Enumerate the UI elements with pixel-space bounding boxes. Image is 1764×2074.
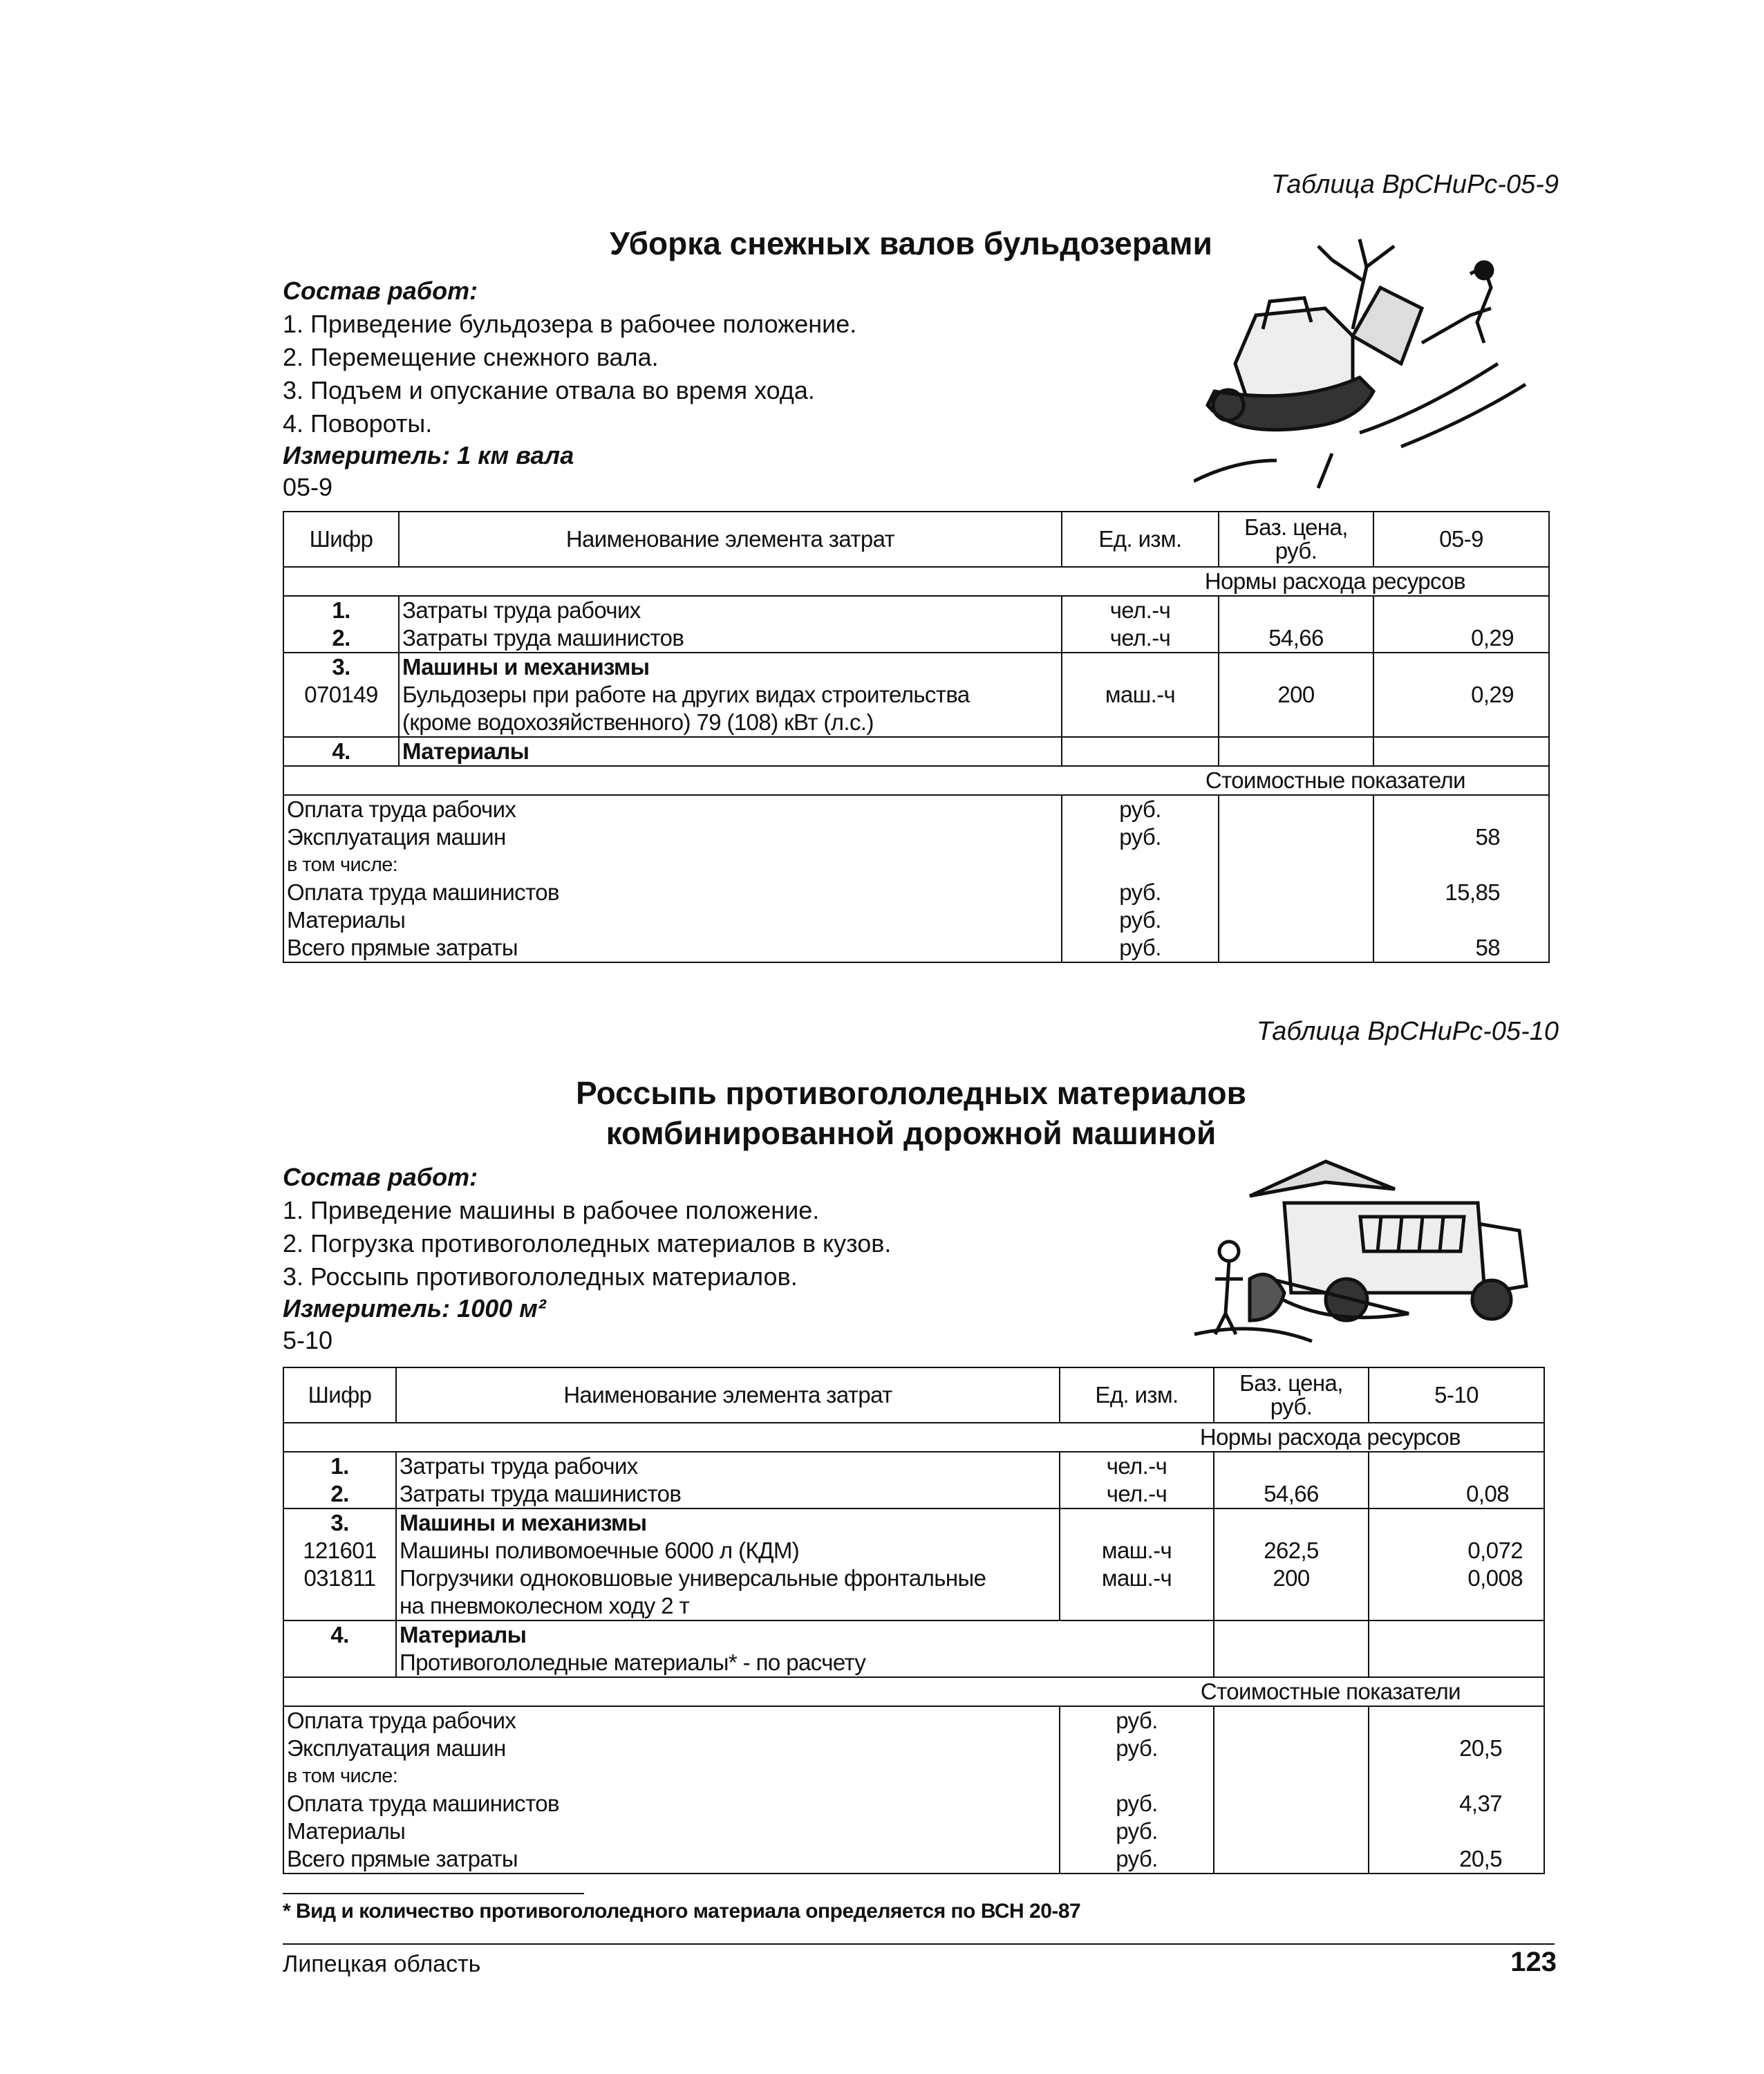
works-heading: Состав работ: (283, 277, 478, 305)
table-label: Таблица ВрСНиРс-05-10 (1256, 1017, 1559, 1046)
work-item: 1. Приведение машины в рабочее положение. (283, 1196, 820, 1224)
bulldozer-illustration (1194, 225, 1553, 502)
footnote-divider (283, 1893, 584, 1894)
table-row: 4. Материалы (283, 737, 1549, 766)
section-title: Россыпь противогололедных материалов (576, 1075, 1246, 1111)
cost-heading: Стоимостные показатели (283, 766, 1549, 795)
work-item: 4. Повороты. (283, 409, 433, 438)
table-row: 3. 121601 031811 Машины и механизмы Машины поливомоечные 6000 л (КДМ) Погрузчики одноковшовые универсальные фронтальные на пневмоколесном ходу 2 т маш.-ч маш.-ч 262,5 200 0,072 0,008 (283, 1508, 1544, 1620)
works-heading: Состав работ: (283, 1163, 478, 1191)
header-name: Наименование элемента затрат (396, 1367, 1060, 1423)
footnote: * Вид и количество противогололедного материала определяется по ВСН 20-87 (283, 1900, 1081, 1923)
norms-heading: Нормы расхода ресурсов (283, 567, 1549, 596)
table-code: 5-10 (283, 1326, 333, 1354)
cost-rows: Оплата труда рабочих Эксплуатация машин в том числе: Оплата труда машинистов Материалы Всего прямые затраты руб. руб. руб. руб. руб. 20,5 4,37 20,5 (283, 1706, 1544, 1874)
table-row: 1. 2. Затраты труда рабочих Затраты труда машинистов чел.-ч чел.-ч 54,66 0,08 (283, 1452, 1544, 1508)
road-machine-illustration (1188, 1155, 1547, 1348)
meter: Измеритель: 1 км вала (283, 441, 574, 469)
table-row: 4. Материалы Противогололедные материалы* - по расчету (283, 1620, 1544, 1677)
footer-region: Липецкая область (283, 1951, 481, 1977)
norms-heading: Нормы расхода ресурсов (283, 1423, 1544, 1452)
work-item: 1. Приведение бульдозера в рабочее положение. (283, 310, 857, 338)
header-code: Шифр (283, 512, 399, 567)
section-title: комбинированной дорожной машиной (606, 1115, 1217, 1151)
norms-table-5-10 (283, 1367, 1545, 1874)
cost-heading: Стоимостные показатели (283, 1677, 1544, 1706)
work-item: 3. Подъем и опускание отвала во время хода. (283, 376, 815, 404)
work-item: 2. Перемещение снежного вала. (283, 343, 659, 371)
header-unit: Ед. изм. (1060, 1367, 1214, 1423)
table-row: 1. 2. Затраты труда рабочих Затраты труда машинистов чел.-ч чел.-ч 54,66 0,29 (283, 596, 1549, 653)
table-code: 05-9 (283, 473, 333, 501)
section-title: Уборка снежных валов бульдозерами (610, 225, 1212, 261)
norms-table-05-9 (283, 511, 1550, 963)
header-unit: Ед. изм. (1062, 512, 1219, 567)
header-price: Баз. цена, руб. (1214, 1367, 1369, 1423)
header-name: Наименование элемента затрат (399, 512, 1062, 567)
table-row: 3. 070149 Машины и механизмы Бульдозеры при работе на других видах строительства (кроме водохозяйственного) 79 (108) кВт (л.с.) маш.-ч 200 0,29 (283, 653, 1549, 737)
work-item: 2. Погрузка противогололедных материалов в кузов. (283, 1229, 892, 1258)
header-column: 5-10 (1369, 1367, 1544, 1423)
meter: Измеритель: 1000 м² (283, 1294, 546, 1323)
header-code: Шифр (283, 1367, 396, 1423)
header-column: 05-9 (1373, 512, 1549, 567)
page-number: 123 (1510, 1947, 1557, 1977)
work-item: 3. Россыпь противогололедных материалов. (283, 1262, 798, 1291)
cost-rows: Оплата труда рабочих Эксплуатация машин в том числе: Оплата труда машинистов Материалы Всего прямые затраты руб. руб. руб. руб. руб. 58 15,85 58 (283, 795, 1549, 962)
table-label: Таблица ВрСНиРс-05-9 (1270, 170, 1559, 199)
footer-divider (283, 1943, 1555, 1945)
header-price: Баз. цена, руб. (1219, 512, 1373, 567)
